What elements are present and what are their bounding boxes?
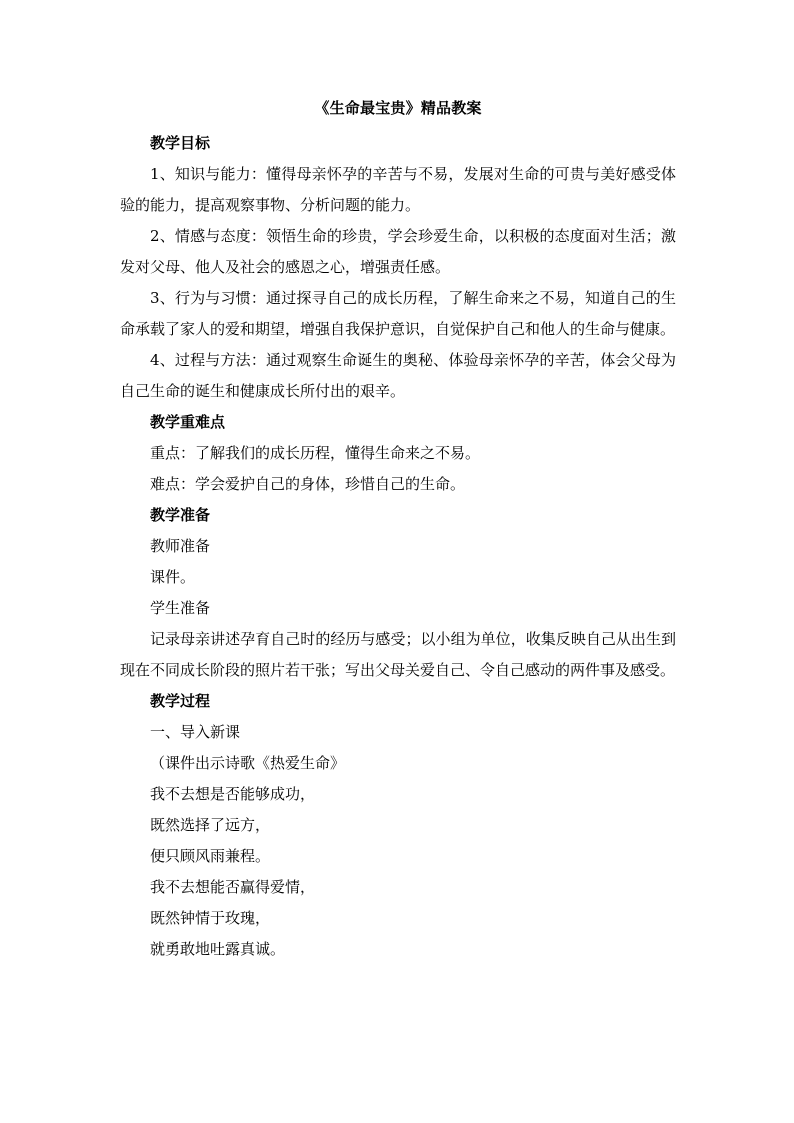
student-preparation-content: 记录母亲讲述孕育自己时的经历与感受；以小组为单位，收集反映自己从出生到现在不同成长阶段的照片若干张；写出父母关爱自己、令自己感动的两件事及感受。 [120,630,676,679]
student-preparation-label: 学生准备 [150,599,211,617]
document-body [120,98,676,965]
poem-line: 便只顾风雨兼程。 [150,847,271,865]
section-heading-preparation: 教学准备 [150,506,211,524]
process-step-1: 一、导入新课 [150,723,241,741]
poem-line: 既然选择了远方， [150,816,271,834]
goal-item-1: 1、知识与能力：懂得母亲怀孕的辛苦与不易，发展对生命的可贵与美好感受体验的能力，提高观察事物、分析问题的能力。 [120,165,676,214]
keypoint-important: 重点：了解我们的成长历程，懂得生命来之不易。 [150,444,481,462]
teacher-preparation-label: 教师准备 [150,537,211,555]
teacher-preparation-content: 课件。 [150,568,196,586]
keypoint-difficult: 难点：学会爱护自己的身体，珍惜自己的生命。 [150,475,466,493]
poem-line: 既然钟情于玫瑰， [150,909,271,927]
process-note: （课件出示诗歌《热爱生命》 [150,754,346,772]
poem-line: 我不去想能否赢得爱情， [150,878,316,896]
section-heading-keypoints: 教学重难点 [150,413,226,431]
goal-item-3: 3、行为与习惯：通过探寻自己的成长历程，了解生命来之不易，知道自己的生命承载了家人的爱和期望，增强自我保护意识，自觉保护自己和他人的生命与健康。 [120,289,676,338]
goal-item-2: 2、情感与态度：领悟生命的珍贵，学会珍爱生命，以积极的态度面对生活；激发对父母、他人及社会的感恩之心，增强责任感。 [120,227,676,276]
goal-item-4: 4、过程与方法：通过观察生命诞生的奥秘、体验母亲怀孕的辛苦，体会父母为自己生命的诞生和健康成长所付出的艰辛。 [120,351,676,400]
section-heading-goals: 教学目标 [150,134,211,152]
poem-line: 我不去想是否能够成功， [150,785,316,803]
poem-line: 就勇敢地吐露真诚。 [150,940,286,958]
section-heading-process: 教学过程 [150,692,211,710]
document-title: 《生命最宝贵》精品教案 [314,99,482,117]
